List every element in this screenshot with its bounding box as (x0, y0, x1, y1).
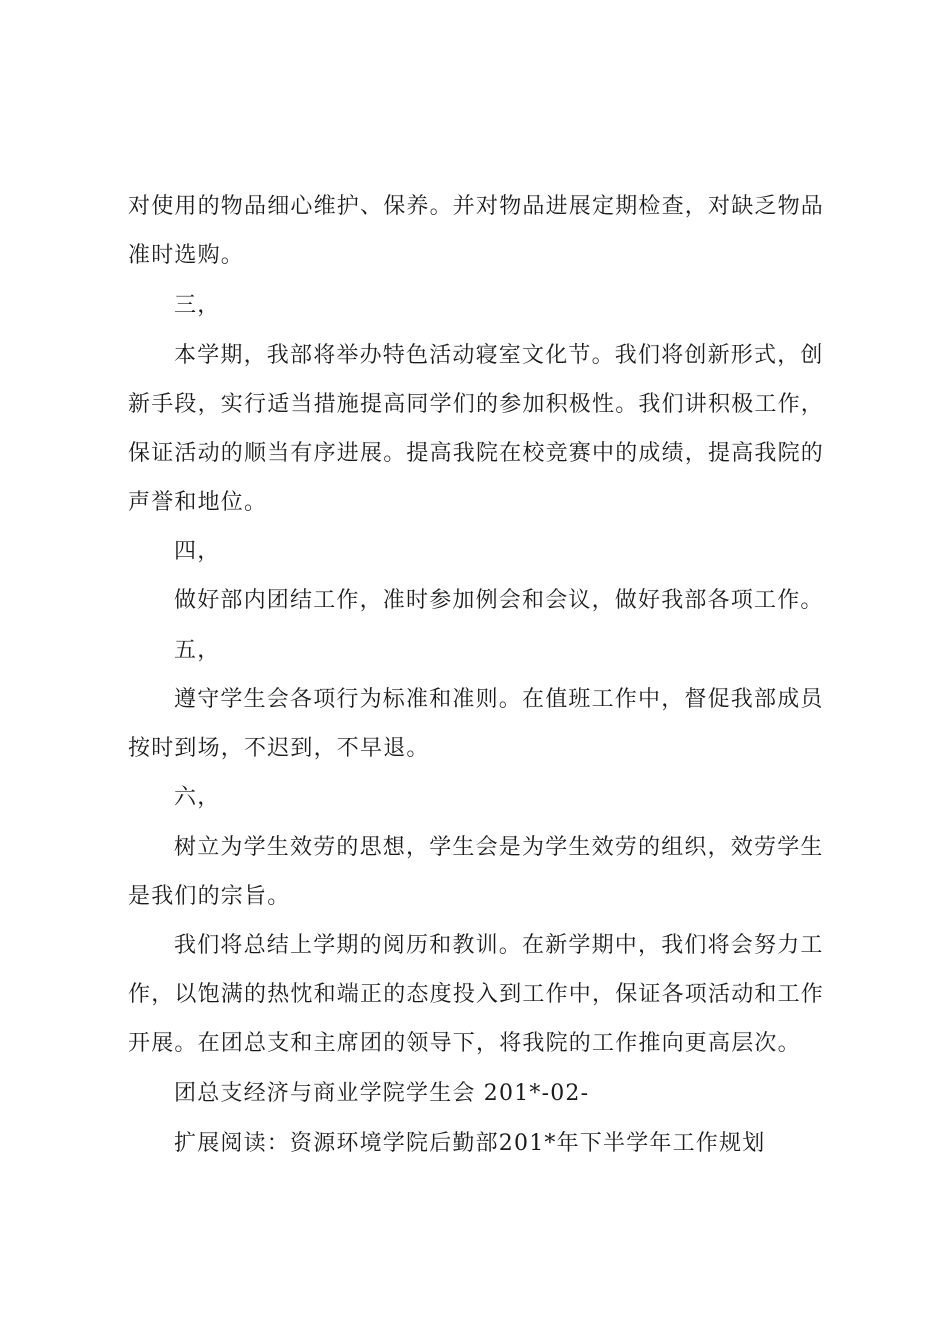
paragraph-culture-festival: 本学期，我部将举办特色活动寝室文化节。我们将创新形式，创新手段，实行适当措施提高同学们的参加积极性。我们讲积极工作，保证活动的顺当有序进展。提高我院在校竞赛中的成绩，提高我院的声誉和地位。 (128, 343, 825, 515)
paragraph-maintenance: 对使用的物品细心维护、保养。并对物品进展定期检查，对缺乏物品准时选购。 (128, 194, 825, 268)
extended-reading-title: 扩展阅读：资源环境学院后勤部201*年下半学年工作规划 (174, 1131, 766, 1156)
section-heading-four: 四， (174, 539, 221, 564)
paragraph-service: 树立为学生效劳的思想，学生会是为学生效劳的组织，效劳学生是我们的宗旨。 (128, 835, 824, 909)
paragraph-unity: 做好部内团结工作，准时参加例会和会议，做好我部各项工作。 (174, 588, 824, 613)
section-heading-six: 六， (174, 785, 221, 810)
paragraph-summary: 我们将总结上学期的阅历和教训。在新学期中，我们将会努力工作，以饱满的热忱和端正的态度投入到工作中，保证各项活动和工作开展。在团总支和主席团的领导下，将我院的工作推向更高层次。 (128, 933, 825, 1056)
paragraph-rules: 遵守学生会各项行为标准和准则。在值班工作中，督促我部成员按时到场，不迟到，不早退。 (128, 687, 824, 761)
section-heading-three: 三， (174, 293, 221, 318)
signature-line: 团总支经济与商业学院学生会 201*-02- (174, 1081, 590, 1106)
section-heading-five: 五， (174, 638, 221, 663)
